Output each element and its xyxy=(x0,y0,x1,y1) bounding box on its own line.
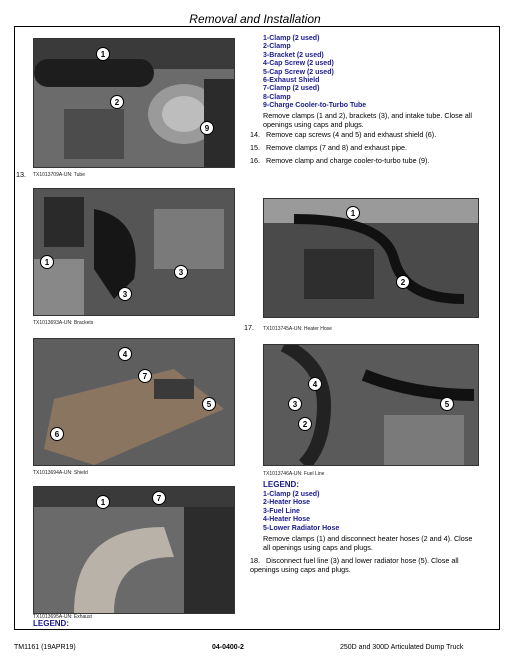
step-number: 16. xyxy=(250,156,260,165)
legend-item: 7-Clamp (2 used) xyxy=(263,85,320,93)
step-15 xyxy=(250,143,480,152)
callout-1: 1 xyxy=(96,47,110,61)
caption-exhaust: TX1013695A-UN: Exhaust xyxy=(33,614,92,620)
callout-7: 7 xyxy=(138,369,152,383)
step-number: 15. xyxy=(250,143,260,152)
callout-1: 1 xyxy=(346,206,360,220)
legend-item: 1-Clamp (2 used) xyxy=(263,35,320,42)
legend-item: 8-Clamp xyxy=(263,93,291,101)
page-title: Removal and Installation xyxy=(189,12,321,26)
heater-hose-illustration xyxy=(264,199,478,317)
footer-right: 250D and 300D Articulated Dump Truck xyxy=(340,644,464,651)
step-16 xyxy=(250,156,480,165)
step-number: 14. xyxy=(250,130,260,139)
photo-exhaust xyxy=(33,486,235,614)
legend-label-bottom: LEGEND: xyxy=(33,619,69,628)
exhaust-illustration xyxy=(34,487,234,613)
legend-top xyxy=(263,35,366,111)
legend-item: 2-Clamp xyxy=(263,43,291,51)
callout-2: 2 xyxy=(396,275,410,289)
callout-7: 7 xyxy=(152,491,166,505)
callout-3: 3 xyxy=(288,397,302,411)
legend-item: 4-Heater Hose xyxy=(263,516,311,524)
caption-fuel-line: TX1013746A-UN: Fuel Line xyxy=(263,471,325,477)
step-text: Remove clamp and charge cooler-to-turbo tube (9). xyxy=(266,156,430,165)
legend-item: 1-Clamp (2 used) xyxy=(263,491,320,498)
legend-item: 6-Exhaust Shield xyxy=(263,77,320,85)
legend-item: 5-Cap Screw (2 used) xyxy=(263,68,334,76)
callout-3: 3 xyxy=(118,287,132,301)
step-number: 18. xyxy=(250,556,260,565)
legend-item: 3-Bracket (2 used) xyxy=(263,51,324,59)
legend-item: 9-Charge Cooler-to-Turbo Tube xyxy=(263,102,367,110)
photo-heater-hose xyxy=(263,198,479,318)
caption-shield: TX1013694A-UN: Shield xyxy=(33,470,88,476)
step-13-number: 13. xyxy=(16,170,26,179)
caption-brackets: TX1013693A-UN: Brackets xyxy=(33,320,94,326)
callout-3: 3 xyxy=(174,265,188,279)
callout-5: 5 xyxy=(440,397,454,411)
legend-item: 3-Fuel Line xyxy=(263,507,300,515)
tube-illustration xyxy=(34,39,234,167)
step-text: Remove clamps (7 and 8) and exhaust pipe. xyxy=(266,143,408,152)
step-14 xyxy=(250,130,480,139)
callout-2: 2 xyxy=(110,95,124,109)
legend-bottom xyxy=(263,491,339,533)
step-18 xyxy=(250,556,480,574)
photo-shield xyxy=(33,338,235,466)
photo-fuel-line xyxy=(263,344,479,466)
callout-9: 9 xyxy=(200,121,214,135)
callout-4: 4 xyxy=(118,347,132,361)
legend-label: LEGEND: xyxy=(263,480,299,489)
step-17-number: 17. xyxy=(244,323,254,332)
legend-bottom-text: Remove clamps (1) and disconnect heater hoses (2 and 4). Close all openings using caps and plugs. xyxy=(263,534,473,552)
footer-center: 04-0400-2 xyxy=(212,644,244,651)
legend-top-text: Remove clamps (1 and 2), brackets (3), and intake tube. Close all openings using caps and plugs. xyxy=(263,111,472,129)
callout-2: 2 xyxy=(298,417,312,431)
legend-item: 4-Cap Screw (2 used) xyxy=(263,60,334,68)
callout-5: 5 xyxy=(202,397,216,411)
legend-item: 2-Heater Hose xyxy=(263,499,311,507)
callout-4: 4 xyxy=(308,377,322,391)
callout-1: 1 xyxy=(40,255,54,269)
step-text: Disconnect fuel line (3) and lower radiator hose (5). Close all openings using caps and plugs. xyxy=(250,556,459,574)
callout-1: 1 xyxy=(96,495,110,509)
photo-brackets xyxy=(33,188,235,316)
caption-tube: TX1013709A-UN: Tube xyxy=(33,172,85,178)
step-text: Remove cap screws (4 and 5) and exhaust shield (6). xyxy=(266,130,437,139)
brackets-illustration xyxy=(34,189,234,315)
callout-6: 6 xyxy=(50,427,64,441)
caption-heater-hose: TX1013745A-UN: Heater Hose xyxy=(263,326,332,332)
photo-tube xyxy=(33,38,235,168)
footer-left: TM1161 (19APR19) xyxy=(14,644,76,651)
legend-item: 5-Lower Radiator Hose xyxy=(263,524,340,532)
